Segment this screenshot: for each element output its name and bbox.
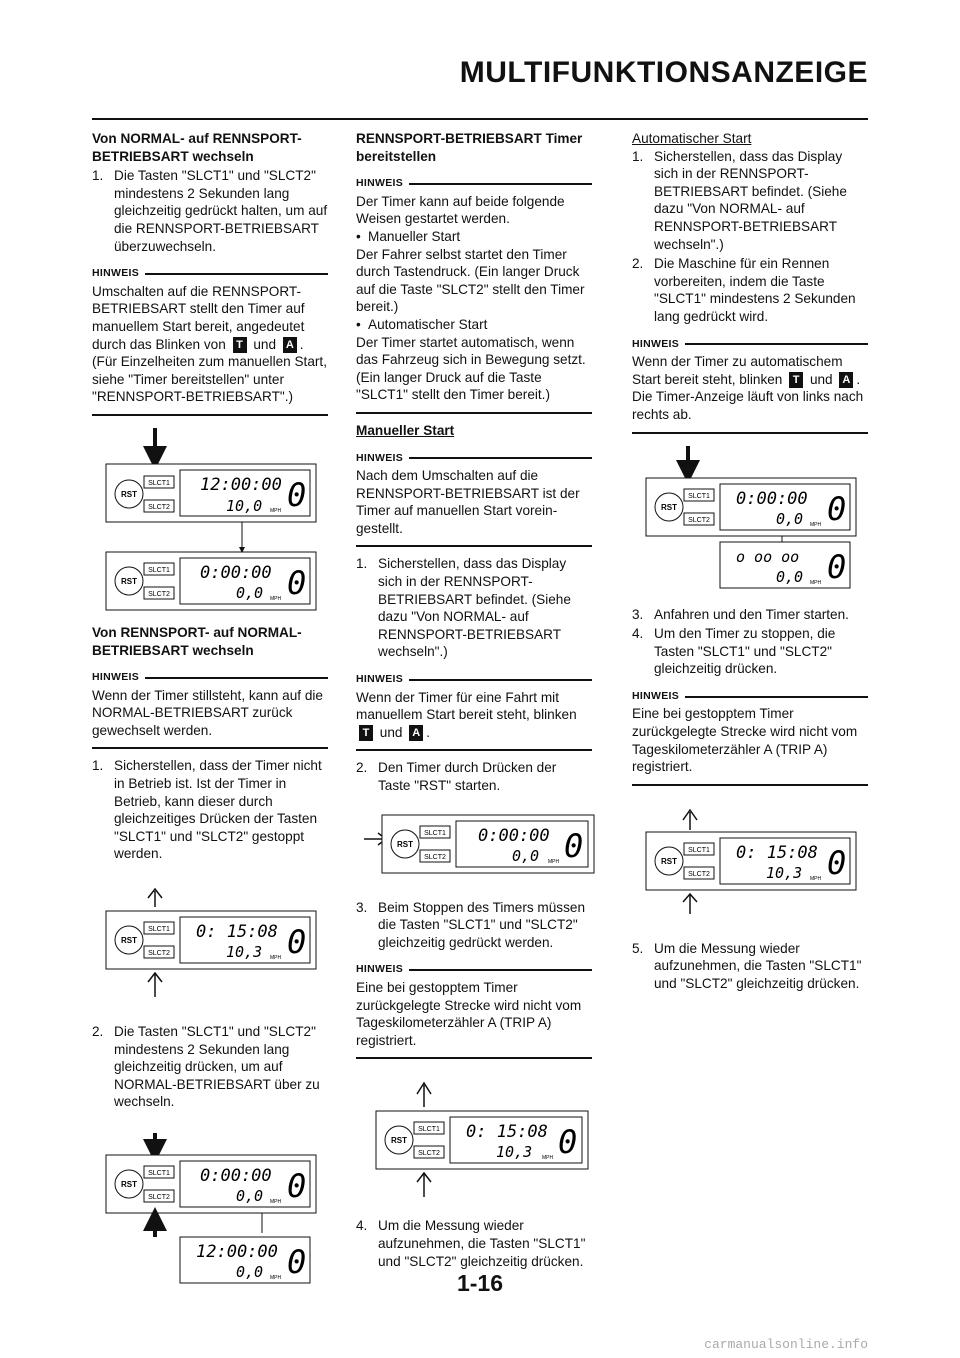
lcd-odometer: 0,0 (236, 583, 264, 602)
section-heading: Von NORMAL- auf RENNSPORT-BETRIEBSART wechseln (92, 131, 302, 164)
slct2-button-label: SLCT2 (424, 853, 446, 861)
lcd-unit: MPH (548, 858, 560, 865)
note-label: HINWEIS (356, 177, 404, 190)
lcd-digit: 0 (287, 1167, 307, 1205)
step-item (632, 255, 868, 325)
slct1-button-label: SLCT1 (148, 926, 170, 934)
lcd-digit: 0 (827, 489, 847, 528)
step-item (356, 555, 592, 661)
step-item (92, 757, 328, 863)
note-label: HINWEIS (356, 673, 404, 686)
note-box (356, 961, 592, 1059)
step-text: Sicherstellen, dass das Display sich in der RENNSPORT-BETRIEBSART befindet. (Siehe dazu "Von NORMAL- auf RENNSPORT-BETRIEBSART wechseln".) (654, 148, 847, 252)
lcd-odometer: 10,3 (496, 1143, 533, 1162)
lcd-odometer: 10,3 (226, 943, 263, 962)
rst-button-label: RST (391, 1136, 407, 1146)
bullet-item: • Automatischer Start (356, 316, 592, 334)
lcd-digit: 0 (558, 1123, 578, 1162)
note-rule (409, 969, 592, 971)
note-header (356, 671, 592, 689)
step-text: Den Timer durch Drücken der Taste "RST" starten. (378, 760, 557, 793)
step-list (356, 899, 592, 952)
step-item (632, 148, 868, 254)
note-box (92, 669, 328, 749)
lcd-digit: 0 (287, 1243, 307, 1281)
lcd-time: 0:00:00 (478, 825, 550, 846)
trip-a-icon: A (283, 337, 297, 353)
step-list (92, 1023, 328, 1111)
note-header (356, 450, 592, 468)
slct1-button-label: SLCT1 (148, 479, 170, 487)
note-box (632, 688, 868, 786)
note-rule (145, 677, 328, 679)
lcd-odometer: 10,0 (226, 496, 263, 515)
trip-a-icon: A (409, 725, 423, 741)
note-box (356, 671, 592, 751)
step-list (92, 757, 328, 863)
note-header (92, 669, 328, 687)
note-text: Eine bei gestopptem Timer zurückgelegte Strecke wird nicht vom Tageskilometerzähler A (TRIP A) registriert. (356, 979, 582, 1048)
lcd-time: 0:00:00 (200, 562, 272, 583)
page-number: 1-16 (456, 1270, 504, 1296)
note-text-part: . Die Timer-Anzeige läuft von links nach rechts ab. (632, 371, 864, 422)
section-heading: Manueller Start (356, 422, 455, 438)
step-number: 1. (356, 556, 368, 572)
slct2-button-label: SLCT2 (688, 516, 710, 524)
note-box (632, 336, 868, 434)
lcd-time: 0:00:00 (736, 488, 808, 509)
display-figure (92, 881, 328, 1005)
note-text: Der Timer kann auf beide folgende Weisen gestartet werden. (356, 193, 565, 227)
lcd-unit: MPH (270, 955, 282, 962)
step-list (632, 148, 868, 326)
lcd-odometer: 10,3 (766, 863, 803, 882)
slct1-button-label: SLCT1 (424, 829, 446, 837)
step-number: 4. (356, 1218, 368, 1234)
rst-button-label: RST (121, 576, 137, 586)
step-item (92, 167, 328, 255)
step-text: Anfahren und den Timer starten. (654, 606, 849, 622)
slct1-button-label: SLCT1 (688, 846, 710, 854)
slct2-button-label: SLCT2 (418, 1150, 440, 1158)
note-text: Wenn der Timer stillsteht, kann auf die NORMAL-BETRIEBSART zurück gewechselt werden. (92, 687, 323, 738)
note-rule (409, 457, 592, 459)
lcd-unit: MPH (270, 1199, 282, 1205)
step-item (92, 1023, 328, 1111)
step-list (356, 759, 592, 794)
lcd-time: 0: 15:08 (466, 1122, 548, 1143)
note-text: Eine bei gestopptem Timer zurückgelegte Strecke wird nicht vom Tageskilometerzähler A (TRIP A) registriert. (632, 706, 858, 775)
lcd-time: 0: 15:08 (736, 842, 818, 863)
page-title: MULTIFUNKTIONSANZEIGE (459, 56, 868, 89)
step-number: 2. (632, 256, 644, 272)
lcd-unit: MPH (810, 579, 822, 586)
timer-t-icon: T (789, 372, 803, 388)
note-rule (685, 696, 868, 698)
note-text-part: Wenn der Timer für eine Fahrt mit manuellem Start bereit steht, blinken (356, 689, 577, 723)
lcd-odometer: 0,0 (776, 509, 804, 528)
step-number: 2. (356, 760, 368, 776)
lcd-time: o oo oo (736, 547, 800, 566)
slct2-button-label: SLCT2 (148, 950, 170, 958)
step-number: 5. (632, 940, 644, 956)
step-list (632, 606, 868, 678)
step-text: Die Tasten "SLCT1" und "SLCT2" mindestens 2 Sekunden lang gleichzeitig gedrückt halten, um auf die RENNSPORT-BETRIEBSART überzuwechseln. (114, 168, 328, 254)
display-figure (356, 811, 596, 881)
step-text: Die Tasten "SLCT1" und "SLCT2" mindestens 2 Sekunden lang gleichzeitig drücken, um auf NORMAL-BETRIEBSART über zu wechseln. (114, 1024, 320, 1110)
note-label: HINWEIS (632, 689, 680, 702)
note-text: Der Fahrer selbst startet den Timer durch Tastendruck. (Ein langer Druck auf die Taste "SLCT2" stellt den Timer bereit.) (356, 246, 585, 315)
step-list (632, 940, 868, 993)
step-item (356, 899, 592, 952)
lcd-digit: 0 (564, 826, 584, 865)
rst-button-label: RST (397, 839, 413, 849)
note-header (632, 688, 868, 706)
step-number: 1. (632, 148, 644, 164)
rst-button-label: RST (121, 489, 137, 499)
lcd-unit: MPH (810, 521, 822, 528)
note-label: HINWEIS (632, 337, 680, 350)
lcd-digit: 0 (287, 923, 307, 962)
step-text: Um den Timer zu stoppen, die Tasten "SLCT1" und "SLCT2" gleichzeitig drücken. (654, 626, 836, 677)
rst-button-label: RST (121, 1180, 137, 1189)
note-header (92, 265, 328, 283)
note-label: HINWEIS (356, 963, 404, 976)
lcd-time: 12:00:00 (196, 1242, 278, 1262)
note-text-part: Umschalten auf die RENNSPORT-BETRIEBSART stellt den Timer auf manuellem Start bereit, angedeutet durch das Blinken von (92, 283, 305, 352)
note-label: HINWEIS (356, 451, 404, 464)
note-text (632, 353, 868, 423)
column-left (92, 130, 328, 1299)
step-item (632, 940, 868, 993)
rst-button-label: RST (661, 502, 677, 512)
trip-a-icon: A (839, 372, 853, 388)
note-text: Nach dem Umschalten auf die RENNSPORT-BETRIEBSART ist der Timer auf manuellen Start vorein-gestellt. (356, 468, 580, 536)
column-right (632, 130, 868, 995)
lcd-digit: 0 (827, 843, 847, 882)
lcd-odometer: 0,0 (236, 1187, 264, 1205)
note-text: Der Timer startet automatisch, wenn das Fahrzeug sich in Bewegung setzt. (Ein langer Druck auf die Taste "SLCT1" stellt den Timer bereit.) (356, 334, 586, 403)
step-text: Um die Messung wieder aufzunehmen, die Tasten "SLCT1" und "SLCT2" gleichzeitig drücken. (654, 940, 862, 992)
step-text: Sicherstellen, dass der Timer nicht in Betrieb ist. Ist der Timer in Betrieb, kann dieser durch gleichzeitiges Drücken der Tasten "SLCT1" und "SLCT2" gestoppt werden. (114, 758, 322, 862)
display-figure (92, 424, 328, 614)
timer-t-icon: T (233, 337, 247, 353)
display-figure (356, 1079, 596, 1205)
step-text: Beim Stoppen des Timers müssen die Tasten "SLCT1" und "SLCT2" gleichzeitig gedrückt werden. (378, 899, 586, 950)
note-box (356, 175, 592, 414)
section-heading: RENNSPORT-BETRIEBSART Timer bereitstellen (356, 131, 583, 164)
note-text (92, 283, 328, 406)
note-box (92, 265, 328, 416)
step-number: 1. (92, 168, 104, 184)
lcd-unit: MPH (270, 1275, 282, 1281)
note-header (356, 175, 592, 193)
slct2-button-label: SLCT2 (148, 1194, 170, 1201)
note-text-part: Wenn der Timer zu automatischem Start bereit steht, blinken (632, 354, 843, 387)
title-rule (92, 118, 868, 120)
note-header (632, 336, 868, 354)
step-number: 1. (92, 758, 104, 774)
lcd-time: 0:00:00 (200, 1166, 272, 1186)
step-number: 3. (632, 606, 644, 622)
bullet-item: • Manueller Start (356, 228, 592, 246)
note-rule (409, 679, 592, 681)
slct1-button-label: SLCT1 (418, 1126, 440, 1134)
lcd-digit: 0 (827, 547, 847, 586)
footer-watermark: carmanualsonline.info (704, 1337, 868, 1352)
section-heading: Automatischer Start (632, 131, 752, 146)
display-figure (632, 442, 868, 592)
step-item (632, 625, 868, 678)
slct1-button-label: SLCT1 (148, 1170, 170, 1177)
note-text-part: . (Für Einzelheiten zum manuellen Start, siehe "Timer bereitstellen" unter "RENNSPORT-BETRIEBSART".) (92, 336, 327, 405)
lcd-unit: MPH (542, 1155, 554, 1162)
slct1-button-label: SLCT1 (148, 566, 170, 574)
step-list (356, 555, 592, 661)
lcd-digit: 0 (287, 563, 307, 602)
step-text: Sicherstellen, dass das Display sich in der RENNSPORT-BETRIEBSART befindet. (Siehe dazu "Von NORMAL- auf RENNSPORT-BETRIEBSART wechseln".) (378, 556, 571, 660)
note-box (356, 450, 592, 548)
lcd-unit: MPH (270, 507, 282, 514)
display-figure (632, 808, 868, 918)
step-list (356, 1217, 592, 1270)
slct1-button-label: SLCT1 (688, 492, 710, 500)
lcd-time: 0: 15:08 (196, 922, 278, 943)
timer-t-icon: T (359, 725, 373, 741)
rst-button-label: RST (121, 936, 137, 946)
note-label: HINWEIS (92, 671, 140, 684)
step-number: 2. (92, 1024, 104, 1040)
slct2-button-label: SLCT2 (688, 870, 710, 878)
step-list (92, 167, 328, 255)
note-text-part: und (253, 336, 277, 352)
step-item (632, 606, 868, 624)
step-number: 4. (632, 626, 644, 642)
note-header (356, 961, 592, 979)
lcd-digit: 0 (287, 475, 307, 514)
note-rule (409, 183, 592, 185)
note-text-part: und (379, 724, 403, 740)
lcd-odometer: 0,0 (512, 846, 540, 865)
note-label: HINWEIS (92, 267, 140, 280)
slct2-button-label: SLCT2 (148, 503, 170, 511)
step-text: Um die Messung wieder aufzunehmen, die Tasten "SLCT1" und "SLCT2" gleichzeitig drücken. (378, 1218, 586, 1269)
lcd-odometer: 0,0 (236, 1263, 264, 1281)
lcd-odometer: 0,0 (776, 567, 804, 586)
step-text: Die Maschine für ein Rennen vorbereiten, indem die Taste "SLCT1" mindestens 2 Sekunden lang gedrückt wird. (654, 256, 856, 324)
lcd-time: 12:00:00 (200, 474, 282, 495)
rst-button-label: RST (661, 856, 677, 866)
lcd-unit: MPH (270, 595, 282, 602)
note-rule (685, 343, 868, 345)
step-item (356, 1217, 592, 1270)
column-middle (356, 130, 592, 1272)
note-text-part: und (809, 371, 833, 387)
note-rule (145, 273, 328, 275)
section-heading: Von RENNSPORT- auf NORMAL-BETRIEBSART wechseln (92, 624, 302, 658)
step-item (356, 759, 592, 794)
lcd-unit: MPH (810, 875, 822, 882)
note-text: Wenn der Timer für eine Fahrt mit manuellem Start bereit steht, blinken T und A . (356, 689, 577, 740)
step-number: 3. (356, 899, 368, 915)
slct2-button-label: SLCT2 (148, 590, 170, 598)
